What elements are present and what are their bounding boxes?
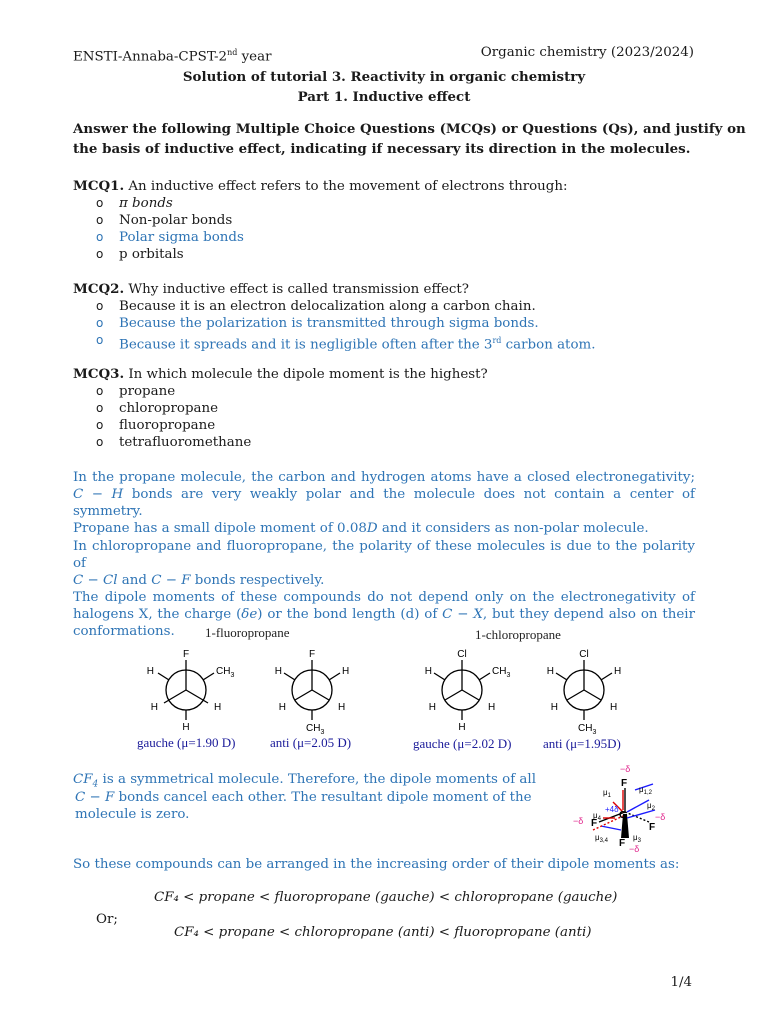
fluoro-anti-newman [275, 649, 349, 736]
svg-text:μ1: $\mu_1$ [603, 788, 611, 799]
svg-text:−δ: −δ [620, 764, 631, 774]
svg-text:μ2: $\mu_2$ [647, 801, 655, 812]
caption-fluoro-anti: anti (μ=2.05 D) [270, 735, 352, 750]
svg-text:H: H [610, 702, 618, 713]
svg-text:H: H [182, 722, 190, 733]
header-left: ENSTI-Annaba-CPST-2nd year [73, 48, 272, 65]
newman-projections [130, 640, 650, 740]
cf4-dipole-diagram [563, 760, 673, 855]
mcq2-question: MCQ2. Why inductive effect is called transmission effect? [73, 281, 469, 297]
svg-text:H: H [150, 702, 158, 713]
svg-text:H: H [214, 702, 222, 713]
svg-text:μ3: $\mu_3$ [633, 833, 641, 844]
svg-text:F: F [621, 778, 628, 789]
caption-chloro-anti: anti (μ=1.95D) [543, 736, 621, 751]
svg-text:H: H [424, 666, 432, 677]
svg-text:μ1,2: $\mu_{1,2}$ [639, 785, 652, 796]
answer-propane-paragraph: In the propane molecule, the carbon and hydrogen atoms have a closed electronegativity; C − H bonds are very weakly polar and the molecule does not contain a center of symmetry. Propane has a small dipole moment of 0.08D and it considers as non-polar molecule. [73, 470, 696, 536]
svg-text:C: C [619, 810, 627, 821]
chloropropane-title: 1-chloropropane [475, 627, 561, 642]
svg-text:−δ: −δ [573, 816, 584, 826]
svg-text:−δ: −δ [629, 844, 640, 854]
caption-chloro-gauche: gauche (μ=2.02 D) [413, 736, 512, 751]
chloro-gauche-newman [425, 649, 511, 733]
fluoro-gauche-newman [147, 649, 235, 733]
svg-text:H: H [428, 702, 436, 713]
caption-fluoro-gauche: gauche (μ=1.90 D) [137, 735, 236, 750]
page-number: 1/4 [670, 975, 692, 990]
cf4-line1: $CF_4$ is a symmetrical molecule. Therefore, the dipole moments of all [73, 772, 536, 790]
svg-text:H: H [338, 702, 346, 713]
order-formula-anti: CF₄ < propane < chloropropane (anti) < fluoropropane (anti) [174, 925, 592, 940]
svg-text:H: H [278, 702, 286, 713]
mcq3-question: MCQ3. In which molecule the dipole moment is the highest? [73, 366, 488, 382]
svg-text:H: H [546, 666, 554, 677]
svg-text:H: H [146, 666, 154, 677]
svg-text:μ3,4: $\mu_{3,4}$ [595, 833, 608, 844]
order-formula-gauche: CF₄ < propane < fluoropropane (gauche) < chloropropane (gauche) [154, 890, 618, 905]
svg-text:H: H [488, 702, 496, 713]
cf4-line2: C − F bonds cancel each other. The resultant dipole moment of the [75, 790, 532, 805]
svg-text:−δ: −δ [655, 812, 666, 822]
svg-text:F: F [591, 818, 598, 829]
instructions-line2: the basis of inductive effect, indicating if necessary its direction in the molecules. [73, 141, 691, 157]
page-subtitle: Part 1. Inductive effect [297, 89, 471, 105]
svg-text:H: H [458, 722, 466, 733]
fluoropropane-title: 1-fluoropropane [205, 625, 290, 640]
ch3-label: $CH_3$ [306, 723, 325, 736]
chloro-anti-newman [547, 649, 621, 736]
svg-text:H: H [550, 702, 558, 713]
svg-text:Cl: Cl [457, 649, 467, 660]
ch3-label: $CH_3$ [578, 723, 597, 736]
page-title: Solution of tutorial 3. Reactivity in organic chemistry [182, 69, 586, 85]
mcq1-question: MCQ1. An inductive effect refers to the movement of electrons through: [73, 178, 568, 194]
ch3-label: $CH_3$ [216, 666, 235, 679]
svg-text:Cl: Cl [579, 649, 589, 660]
svg-text:F: F [649, 822, 656, 833]
cf4-line3: molecule is zero. [75, 807, 190, 822]
answer-halopropane-paragraph: In chloropropane and fluoropropane, the polarity of these molecules is due to the polarity of C − Cl and C − F bonds respectively. The dipole moments of these compounds do not depend only on the electronegativity of halogens X, the charge (δe) or the bond length (d) of C − X, but they depend also on their conformations. [73, 539, 695, 639]
order-or: Or; [96, 912, 118, 927]
order-intro: So these compounds can be arranged in the increasing order of their dipole moments as: [73, 857, 680, 872]
svg-text:H: H [274, 666, 282, 677]
svg-text:F: F [182, 649, 190, 660]
instructions-line1: Answer the following Multiple Choice Questions (MCQs) or Questions (Qs), and justify on [73, 121, 746, 137]
svg-text:H: H [342, 666, 350, 677]
svg-text:F: F [619, 838, 626, 849]
header-right: Organic chemistry (2023/2024) [480, 45, 694, 60]
svg-text:F: F [308, 649, 316, 660]
svg-text:+4δ: +4δ [605, 805, 619, 814]
svg-text:H: H [614, 666, 622, 677]
ch3-label: $CH_3$ [492, 666, 511, 679]
svg-text:μ4: $\mu_4$ [593, 811, 601, 822]
